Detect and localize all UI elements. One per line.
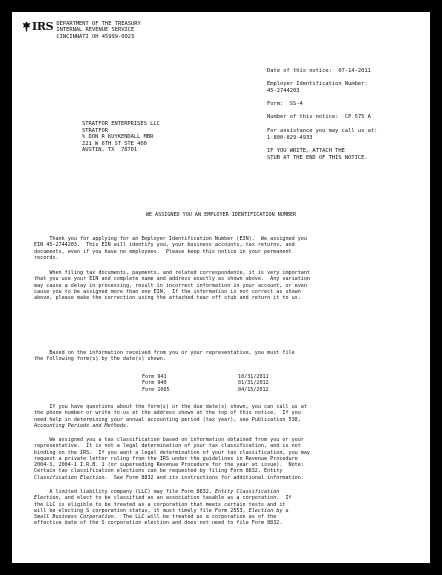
write-instruction: STUB AT THE END OF THIS NOTICE.: [267, 155, 368, 161]
eagle-icon: [22, 21, 31, 32]
irs-logo: [22, 21, 53, 32]
notice-date: Date of this notice: 07-14-2011: [267, 68, 371, 74]
forms-table: [142, 374, 269, 393]
irs-header: [22, 21, 141, 40]
ein-label: Employer Identification Number:: [267, 81, 368, 87]
paragraph-classification: We assigned you a tax classification based on information obtained from you or your representative. It is not a legal determination of your tax classification, and is not binding on the IRS. If you want a legal determination of your tax classification, you may request a private letter ruling from the IRS under the guidelines in Revenue Procedure 2004-1, 2004-1 I.R.B. 1 (or superseding Revenue Procedure for the year at issue). Note: Certain tax classification elections can be requested by filing Form 8832, Entity Classification Election. See Form 8832 and its instructions for additional information.: [34, 437, 311, 481]
address-line: STRATFOR: [82, 127, 108, 134]
irs-notice-page: [12, 12, 430, 563]
ein-value: 45-2744203: [267, 88, 300, 94]
notice-number: Number of this notice: CP 575 A: [267, 114, 371, 120]
dept-line: DEPARTMENT OF THE TREASURY: [56, 21, 141, 27]
page-title: WE ASSIGNED YOU AN EMPLOYER IDENTIFICATION NUMBER: [145, 212, 297, 218]
paragraph-llc: A limited liability company (LLC) may file Form 8832, Entity Classification Election, and elect to be classified as an association taxable as a corporation. If the LLC is eligible to be treated as a corporation that meets certain tests and it will be electing S corporation status, it must timely file Form 2553, Election by a Small Business Corporation. The LLC will be treated as a corporation as of the effective date of the S corporation election and does not need to file Form 8832.: [34, 489, 292, 527]
paragraph-forms-intro: Based on the information received from you or your representative, you must file the following form(s) by the date(s) shown.: [34, 350, 295, 363]
dept-address: [56, 21, 140, 40]
irs-logo-text: IRS: [32, 20, 54, 33]
paragraph-filing: When filing tax documents, payments, and related correspondence, it is very important that you use your EIN and complete name and address exactly as shown above. Any variation may cause a delay in processing, result in incorrect information in your account, or even cause you to be assigned more than one EIN. If the information is not correct as shown above, please make the correction using the attached tear off stub and return it to us.: [34, 270, 311, 302]
form-type: Form: SS-4: [267, 101, 303, 107]
assistance-phone: 1-800-829-4933: [267, 135, 313, 141]
table-row: Form 941 10/31/2011: [142, 374, 269, 380]
mailing-address: [82, 121, 160, 154]
table-row: Form 940 01/31/2012: [142, 380, 269, 387]
write-instruction: IF YOU WRITE, ATTACH THE: [267, 148, 345, 154]
paragraph-questions: If you have questions about the form(s) or the due date(s) shown, you can call us at the phone number or write to us at the address shown at the top of this notice. If you need help in determining your annual accounting period (tax year), see Publication 538, Accounting Periods and Methods.: [34, 404, 307, 429]
address-line: AUSTIN, TX 78701: [82, 147, 138, 154]
address-line: 221 W 6TH ST STE 400: [82, 140, 147, 147]
dept-line: INTERNAL REVENUE SERVICE: [56, 27, 135, 34]
dept-line: CINCINNATI OH 45999-0023: [56, 33, 135, 40]
address-line: % DON R KUYKENDALL MBR: [82, 134, 154, 141]
address-line: STRATFOR ENTERPRISES LLC: [82, 121, 160, 127]
assistance-label: For assistance you may call us at:: [267, 128, 378, 134]
paragraph-intro: Thank you for applying for an Employer Identification Number (EIN). We assigned you EIN 45-2744203. This EIN will identify you, your business accounts, tax returns, and documents, even if you have no employees. Please keep this notice in your permanent records.: [34, 236, 307, 261]
table-row: Form 1065 04/15/2012: [142, 386, 269, 393]
